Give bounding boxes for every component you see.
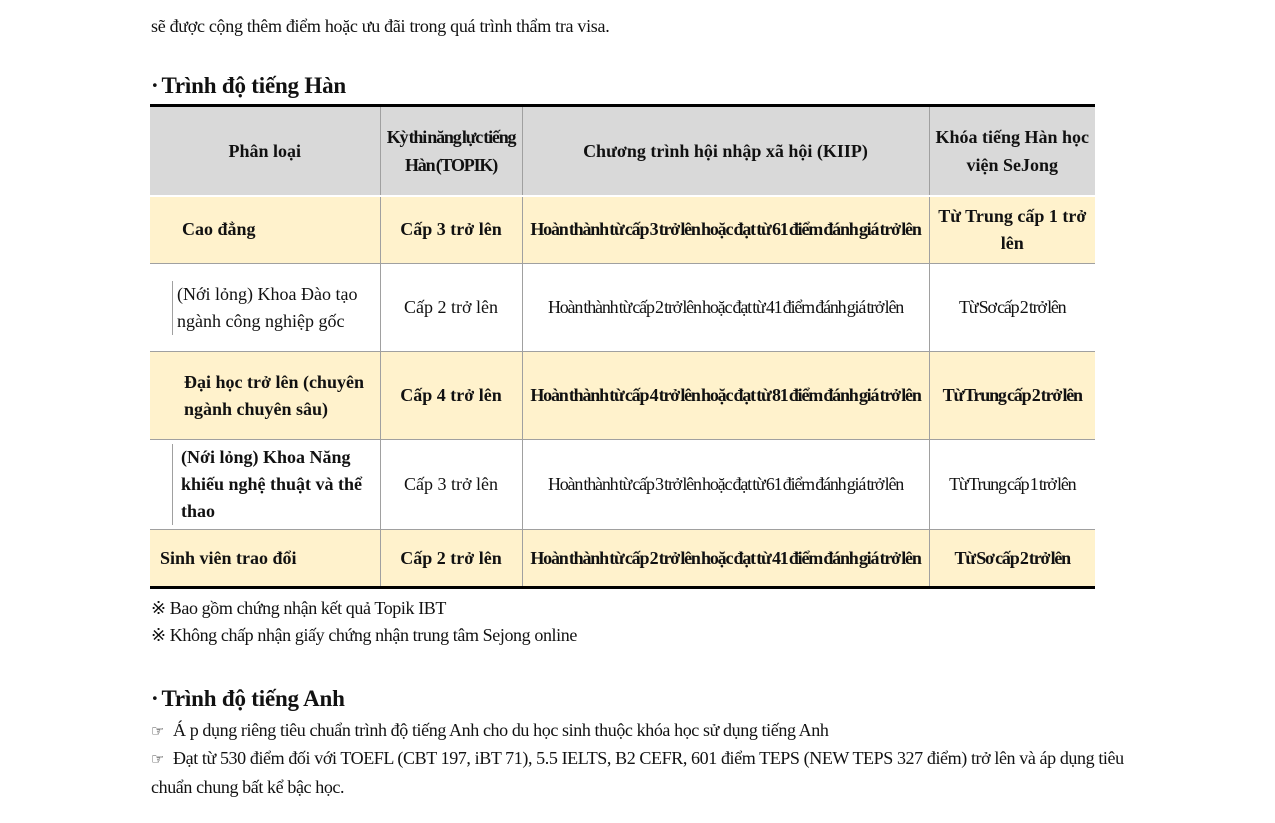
korean-section-title [151, 73, 346, 99]
table-row [150, 264, 1095, 352]
header-kiip: Chương trình hội nhập xã hội (KIIP) [522, 106, 929, 196]
row-category: (Nới lỏng) Khoa Năng khiếu nghệ thuật và thể thao [181, 447, 363, 521]
row-topik: Cấp 4 trở lên [380, 352, 522, 440]
table-row [150, 530, 1095, 588]
header-topik: Kỳ thi năng lực tiếng Hàn (TOPIK) [380, 106, 522, 196]
row-category-cell [150, 440, 380, 530]
row-kiip: Hoàn thành từ cấp 2 trở lên hoặc đạt từ 41 điểm đánh giá trở lên [522, 530, 929, 588]
hand-pointer-icon: ☞ [151, 750, 165, 768]
row-sejong: Từ Sơ cấp 2 trở lên [929, 530, 1095, 588]
header-sejong: Khóa tiếng Hàn học viện SeJong [929, 106, 1095, 196]
english-item [151, 744, 1131, 801]
row-topik: Cấp 3 trở lên [380, 440, 522, 530]
row-sejong: Từ Trung cấp 1 trở lên [929, 196, 1095, 264]
note-topik-ibt: ※ Bao gồm chứng nhận kết quả Topik IBT [151, 598, 447, 618]
korean-title-text: Trình độ tiếng Hàn [161, 73, 346, 98]
row-kiip: Hoàn thành từ cấp 3 trở lên hoặc đạt từ 61 điểm đánh giá trở lên [522, 196, 929, 264]
header-category: Phân loại [150, 106, 380, 196]
row-topik: Cấp 3 trở lên [380, 196, 522, 264]
section-bullet: · [151, 686, 159, 711]
table-row [150, 352, 1095, 440]
hand-pointer-icon: ☞ [151, 722, 165, 740]
english-item-text: Đạt từ 530 điểm đối với TOEFL (CBT 197, iBT 71), 5.5 IELTS, B2 CEFR, 601 điểm TEPS (NEW TEPS 327 điểm) trở lên và áp dụng tiêu chuẩn chung bất kể bậc học. [151, 748, 1124, 797]
row-sejong: Từ Trung cấp 2 trở lên [929, 352, 1095, 440]
table-header-row [150, 106, 1095, 196]
english-item [151, 716, 1131, 745]
row-category: Đại học trở lên (chuyên ngành chuyên sâu) [150, 352, 380, 440]
row-topik: Cấp 2 trở lên [380, 530, 522, 588]
row-sejong: Từ Trung cấp 1 trở lên [929, 440, 1095, 530]
table-row [150, 196, 1095, 264]
row-sejong: Từ Sơ cấp 2 trở lên [929, 264, 1095, 352]
row-kiip: Hoàn thành từ cấp 2 trở lên hoặc đạt từ 41 điểm đánh giá trở lên [522, 264, 929, 352]
row-topik: Cấp 2 trở lên [380, 264, 522, 352]
intro-text: sẽ được cộng thêm điểm hoặc ưu đãi trong quá trình thẩm tra visa. [151, 16, 610, 36]
table-row [150, 440, 1095, 530]
row-kiip: Hoàn thành từ cấp 4 trở lên hoặc đạt từ 81 điểm đánh giá trở lên [522, 352, 929, 440]
row-kiip: Hoàn thành từ cấp 3 trở lên hoặc đạt từ 61 điểm đánh giá trở lên [522, 440, 929, 530]
row-category-cell [150, 264, 380, 352]
row-category: Cao đẳng [150, 196, 380, 264]
english-section-title [151, 686, 345, 712]
english-title-text: Trình độ tiếng Anh [161, 686, 345, 711]
row-category: Sinh viên trao đổi [150, 530, 380, 588]
english-item-text: Á p dụng riêng tiêu chuẩn trình độ tiếng Anh cho du học sinh thuộc khóa học sử dụng tiếng Anh [173, 720, 829, 740]
section-bullet: · [151, 73, 159, 98]
note-sejong-online: ※ Không chấp nhận giấy chứng nhận trung tâm Sejong online [151, 625, 577, 645]
korean-requirements-table [150, 104, 1095, 589]
row-category: (Nới lỏng) Khoa Đào tạo ngành công nghiệp gốc [177, 283, 358, 331]
